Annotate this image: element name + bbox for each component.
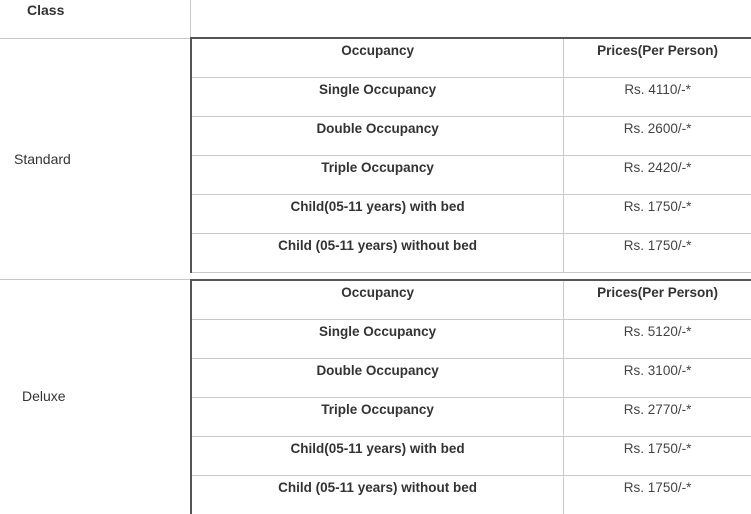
standard-price-table: [190, 37, 751, 273]
occupancy-cell: Triple Occupancy: [191, 397, 564, 436]
occupancy-cell: Child (05-11 years) without bed: [191, 233, 564, 272]
table-header-row: [191, 280, 751, 319]
occupancy-column-header: Occupancy: [191, 280, 564, 319]
table-row: [191, 116, 751, 155]
price-cell: Rs. 3100/-*: [564, 358, 751, 397]
price-cell: Rs. 4110/-*: [564, 77, 751, 116]
occupancy-cell: Double Occupancy: [191, 358, 564, 397]
table-row: [191, 194, 751, 233]
price-column-header: Prices(Per Person): [564, 38, 751, 77]
occupancy-cell: Double Occupancy: [191, 116, 564, 155]
table-row: [191, 155, 751, 194]
occupancy-column-header: Occupancy: [191, 38, 564, 77]
price-cell: Rs. 2420/-*: [564, 155, 751, 194]
table-row: [191, 436, 751, 475]
price-column-header: Prices(Per Person): [564, 280, 751, 319]
price-cell: Rs. 5120/-*: [564, 319, 751, 358]
table-row: [191, 319, 751, 358]
occupancy-cell: Single Occupancy: [191, 77, 564, 116]
price-cell: Rs. 1750/-*: [564, 233, 751, 272]
class-name: Standard: [14, 151, 71, 167]
table-row: [191, 358, 751, 397]
class-cell-standard: [0, 39, 190, 280]
price-cell: Rs. 2770/-*: [564, 397, 751, 436]
occupancy-cell: Child(05-11 years) with bed: [191, 436, 564, 475]
table-row: [191, 233, 751, 272]
table-row: [191, 475, 751, 514]
table-header-row: [191, 38, 751, 77]
table-row: [191, 397, 751, 436]
class-name: Deluxe: [22, 388, 66, 404]
occupancy-cell: Child (05-11 years) without bed: [191, 475, 564, 514]
price-cell: Rs. 1750/-*: [623, 480, 692, 496]
class-cell-deluxe: [0, 280, 190, 512]
header-divider: [190, 0, 191, 38]
occupancy-cell: Triple Occupancy: [191, 155, 564, 194]
occupancy-cell: Single Occupancy: [191, 319, 564, 358]
table-row: [191, 77, 751, 116]
price-cell: Rs. 1750/-*: [564, 436, 751, 475]
price-cell: Rs. 1750/-*: [564, 194, 751, 233]
class-column-header: Class: [27, 2, 65, 18]
price-cell: Rs. 2600/-*: [564, 116, 751, 155]
deluxe-price-table: [190, 279, 751, 514]
header-row: [0, 0, 751, 39]
occupancy-cell: Child(05-11 years) with bed: [191, 194, 564, 233]
